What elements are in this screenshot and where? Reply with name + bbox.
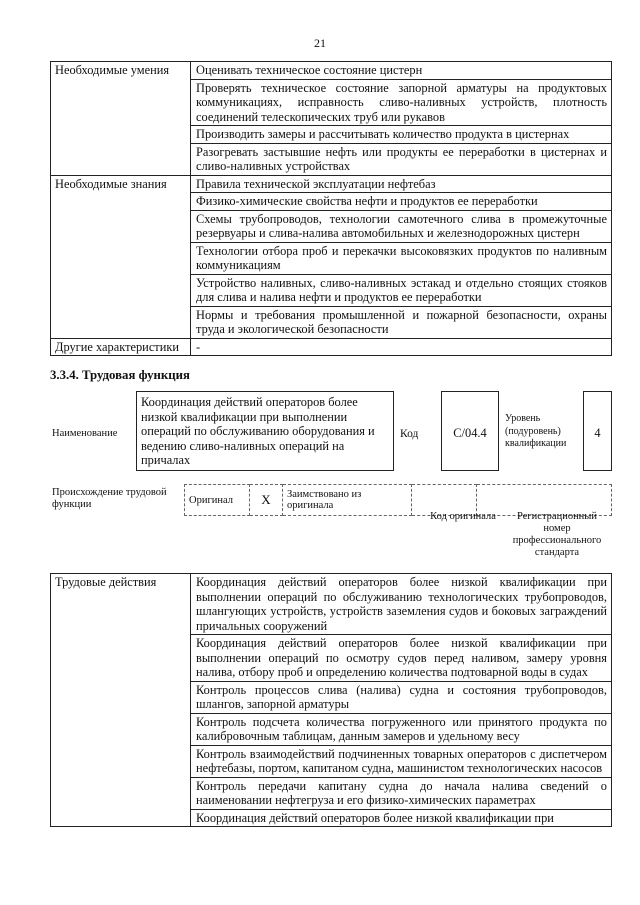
- action-item: Контроль взаимодействий подчиненных товарных операторов с диспетчером нефтебазы, портом, капитаном судна, машинистом технологических насосов: [191, 745, 612, 777]
- code-caption: Код оригинала: [430, 511, 496, 522]
- knowledge-item: Схемы трубопроводов, технологии самотечного слива в промежуточные резервуары и слива-налива автомобильных и железнодорожных цистерн: [191, 210, 612, 242]
- action-item: Контроль процессов слива (налива) судна и состояния трубопроводов, шлангов, запорной арматуры: [191, 681, 612, 713]
- skill-item: Проверять техническое состояние запорной арматуры на продуктовых коммуникациях, исправность сливо-наливных устройств, плотность соединений телескопических труб или рукавов: [191, 79, 612, 126]
- action-item: Координация действий операторов более низкой квалификации при: [191, 809, 612, 827]
- name-label: Наименование: [52, 428, 118, 439]
- knowledge-item: Физико-химические свойства нефти и продуктов ее переработки: [191, 193, 612, 211]
- knowledge-item: Технологии отбора проб и перекачки высоковязких продуктов по наливным коммуникациям: [191, 242, 612, 274]
- function-code: C/04.4: [441, 391, 499, 471]
- origin-label: Происхождение трудовой функции: [52, 487, 167, 510]
- knowledge-item: Нормы и требования промышленной и пожарной безопасности, охраны труда и экологической безопасности: [191, 306, 612, 338]
- skill-item: Производить замеры и рассчитывать количество продукта в цистернах: [191, 126, 612, 144]
- skill-item: Оценивать техническое состояние цистерн: [191, 62, 612, 80]
- level-label: Уровень (подуровень) квалификации: [505, 413, 567, 449]
- section-title: 3.3.4. Трудовая функция: [50, 368, 190, 382]
- action-item: Контроль передачи капитану судна до начала налива сведений о наименовании нефтегруза и его физико-химических параметрах: [191, 777, 612, 809]
- knowledge-item: Устройство наливных, сливо-наливных эстакад и отдельно стоящих стояков для слива и налива нефти и продуктов ее переработки: [191, 274, 612, 306]
- code-label: Код: [400, 428, 419, 440]
- other-value: -: [191, 338, 612, 356]
- reg-caption: Регистрационный номер профессионального стандарта: [512, 511, 602, 558]
- table-row: [51, 574, 612, 635]
- actions-label: Трудовые действия: [51, 574, 191, 827]
- labor-actions-table: [50, 573, 612, 827]
- knowledge-label: Необходимые знания: [51, 175, 191, 338]
- function-name: Координация действий операторов более низкой квалификации при выполнении операций по обслуживанию оборудования и ведению сливо-наливных операций на причалах: [136, 391, 394, 471]
- skills-label: Необходимые умения: [51, 62, 191, 176]
- borrowed-label: Заимствовано из оригинала: [283, 485, 412, 516]
- other-label: Другие характеристики: [51, 338, 191, 356]
- page-number: 21: [314, 36, 326, 50]
- action-item: Контроль подсчета количества погруженного или принятого продукта по калибровочным таблицам, данным замеров и удельному весу: [191, 713, 612, 745]
- skill-item: Разогревать застывшие нефть или продукты ее переработки в цистернах и сливо-наливных устройствах: [191, 143, 612, 175]
- action-item: Координация действий операторов более низкой квалификации при выполнении операций по обслуживанию технологических трубопроводов, шлангующих устройств, устройств заземления судов и боковых заграждений причальных сооружений: [191, 574, 612, 635]
- original-mark: X: [250, 485, 283, 516]
- action-item: Координация действий операторов более низкой квалификации при выполнении операций по осмотру судов перед наливом, замеру уровня налива, отбору проб и определению количества подтоварной воды в судах: [191, 635, 612, 682]
- knowledge-item: Правила технической эксплуатации нефтебаз: [191, 175, 612, 193]
- qualification-level: 4: [583, 391, 612, 471]
- original-label: Оригинал: [185, 485, 250, 516]
